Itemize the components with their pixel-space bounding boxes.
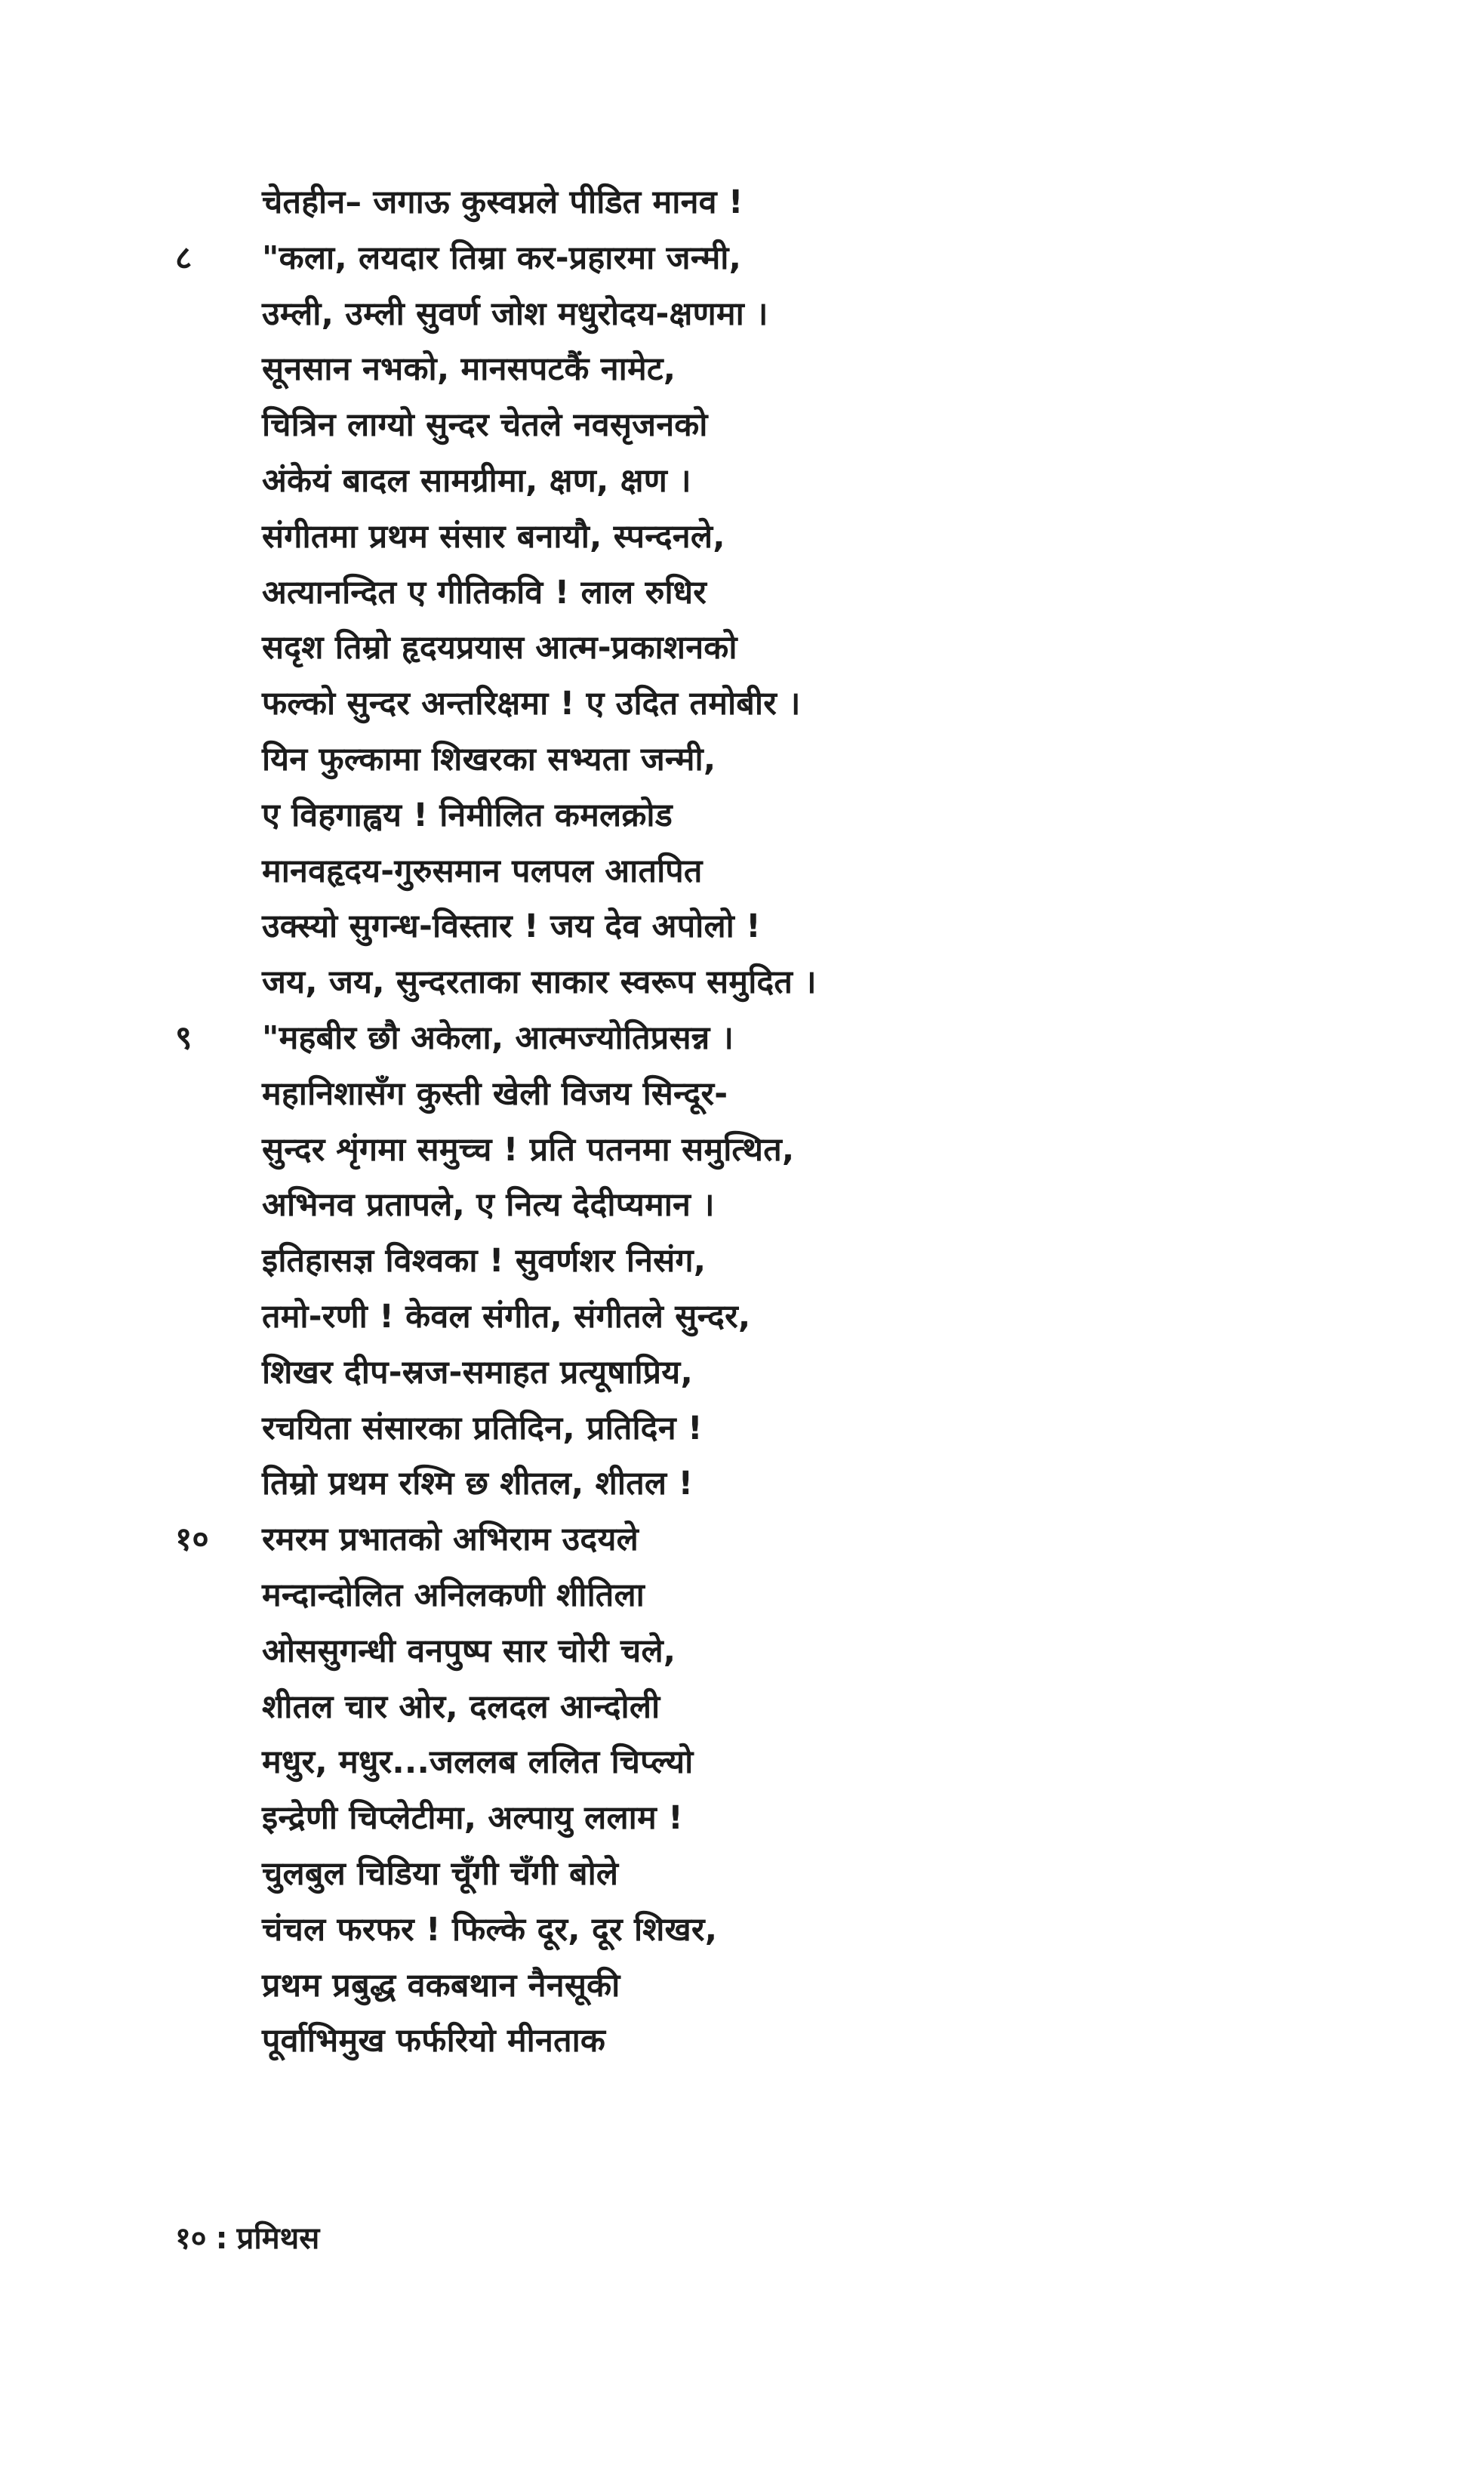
poem-line-text: जय, जय, सुन्दरताका साकार स्वरूप समुदित । bbox=[262, 963, 817, 1002]
poem-line bbox=[0, 398, 1484, 454]
poem-line-text: ओससुगन्धी वनपुष्प सार चोरी चले, bbox=[262, 1632, 676, 1670]
page-footer bbox=[175, 2216, 319, 2257]
poem-line bbox=[0, 1345, 1484, 1401]
poem-line bbox=[0, 1178, 1484, 1234]
poem-line-text: सूनसान नभको, मानसपटकैं नामेट, bbox=[262, 350, 676, 389]
poem-line-text: इतिहासज्ञ विश्वका ! सुवर्णशर निसंग, bbox=[262, 1242, 707, 1280]
poem-line-text: शिखर दीप-स्रज-समाहत प्रत्यूषाप्रिय, bbox=[262, 1353, 693, 1391]
poem-line-text: रचयिता संसारका प्रतिदिन, प्रतिदिन ! bbox=[262, 1409, 703, 1447]
poem-line bbox=[0, 955, 1484, 1011]
poem-line-text: तमो-रणी ! केवल संगीत, संगीतले सुन्दर, bbox=[262, 1297, 751, 1336]
poem-line-text: चित्रिन लाग्यो सुन्दर चेतले नवसृजनको bbox=[262, 406, 708, 445]
poem-line bbox=[0, 1847, 1484, 1903]
poem-line-text: चुलबुल चिडिया चूँगी चँगी बोले bbox=[262, 1854, 619, 1893]
poem-line bbox=[0, 1958, 1484, 2014]
poem-line bbox=[0, 1456, 1484, 1512]
poem-line-text: "कला, लयदार तिम्रा कर-प्रहारमा जन्मी, bbox=[262, 239, 742, 277]
poem-line bbox=[0, 899, 1484, 955]
poem-line-text: मन्दान्दोलित अनिलकणी शीतिला bbox=[262, 1576, 645, 1614]
verse-number: ९ bbox=[175, 1018, 192, 1057]
poem-body bbox=[0, 175, 1484, 2069]
verse-number: ८ bbox=[175, 239, 192, 277]
poem-line bbox=[0, 1067, 1484, 1123]
poem-line-text: सदृश तिम्रो हृदयप्रयास आत्म-प्रकाशनको bbox=[262, 629, 737, 667]
poem-line bbox=[0, 1568, 1484, 1624]
poem-line bbox=[0, 1791, 1484, 1847]
poem-line-text: सुन्दर शृंगमा समुच्च ! प्रति पतनमा समुत्थित, bbox=[262, 1130, 795, 1169]
poem-line-text: उम्ली, उम्ली सुवर्ण जोश मधुरोदय-क्षणमा । bbox=[262, 294, 768, 333]
poem-line bbox=[0, 1903, 1484, 1958]
poem-line-text: मधुर, मधुर...जललब ललित चिप्ल्यो bbox=[262, 1743, 694, 1782]
poem-line bbox=[0, 844, 1484, 900]
poem-line bbox=[0, 1680, 1484, 1736]
poem-line bbox=[0, 676, 1484, 732]
footer-separator: : bbox=[215, 2221, 228, 2256]
poem-line bbox=[0, 287, 1484, 343]
poem-line bbox=[0, 621, 1484, 676]
poem-line bbox=[0, 1624, 1484, 1680]
poem-line-text: अभिनव प्रतापले, ए नित्य देदीप्यमान । bbox=[262, 1186, 715, 1225]
poem-line-text: अंकेयं बादल सामग्रीमा, क्षण, क्षण । bbox=[262, 461, 691, 500]
poem-line-text: उक्स्यो सुगन्ध-विस्तार ! जय देव अपोलो ! bbox=[262, 908, 761, 946]
book-title: प्रमिथस bbox=[236, 2221, 320, 2256]
poem-line-text: प्रथम प्रबुद्ध वकबथान नैनसूकी bbox=[262, 1966, 620, 2005]
poem-line bbox=[0, 1011, 1484, 1067]
poem-line bbox=[0, 231, 1484, 287]
poem-line-text: शीतल चार ओर, दलदल आन्दोली bbox=[262, 1687, 660, 1726]
poem-line bbox=[0, 1234, 1484, 1290]
poem-line-text: तिम्रो प्रथम रश्मि छ शीतल, शीतल ! bbox=[262, 1465, 694, 1503]
poem-line-text: इन्द्रेणी चिप्लेटीमा, अल्पायु ललाम ! bbox=[262, 1799, 683, 1838]
poem-line bbox=[0, 1401, 1484, 1457]
poem-line bbox=[0, 1123, 1484, 1179]
poem-line bbox=[0, 1735, 1484, 1791]
poem-line-text: रमरम प्रभातको अभिराम उदयले bbox=[262, 1521, 639, 1559]
poem-line bbox=[0, 510, 1484, 565]
poem-line-text: चेतहीन– जगाऊ कुस्वप्नले पीडित मानव ! bbox=[262, 183, 744, 221]
poem-line-text: यिन फुल्कामा शिखरका सभ्यता जन्मी, bbox=[262, 740, 716, 778]
poem-line bbox=[0, 342, 1484, 398]
poem-line-text: अत्यानन्दित ए गीतिकवि ! लाल रुधिर bbox=[262, 573, 707, 612]
poem-line-text: महानिशासँग कुस्ती खेली विजय सिन्दूर- bbox=[262, 1074, 728, 1113]
poem-line bbox=[0, 175, 1484, 231]
verse-number: १० bbox=[175, 1521, 209, 1559]
poem-line-text: फल्को सुन्दर अन्तरिक्षमा ! ए उदित तमोबीर । bbox=[262, 685, 801, 723]
poem-line bbox=[0, 454, 1484, 510]
poem-line bbox=[0, 1290, 1484, 1345]
poem-line-text: ए विहगाह्वय ! निमीलित कमलक्रोड bbox=[262, 796, 673, 834]
poem-line bbox=[0, 565, 1484, 621]
poem-line-text: "महबीर छौ अकेला, आत्मज्योतिप्रसन्न । bbox=[262, 1018, 734, 1057]
page-number: १० bbox=[175, 2221, 207, 2256]
poem-line-text: चंचल फरफर ! फिल्के दूर, दूर शिखर, bbox=[262, 1910, 718, 1949]
poem-line bbox=[0, 1512, 1484, 1568]
poem-line-text: पूर्वाभिमुख फर्फरियो मीनताक bbox=[262, 2022, 606, 2060]
poem-line bbox=[0, 732, 1484, 788]
poem-line bbox=[0, 788, 1484, 844]
poem-line-text: मानवहृदय-गुरुसमान पलपल आतपित bbox=[262, 852, 703, 890]
poem-line bbox=[0, 2014, 1484, 2069]
poem-line-text: संगीतमा प्रथम संसार बनायौ, स्पन्दनले, bbox=[262, 517, 725, 556]
